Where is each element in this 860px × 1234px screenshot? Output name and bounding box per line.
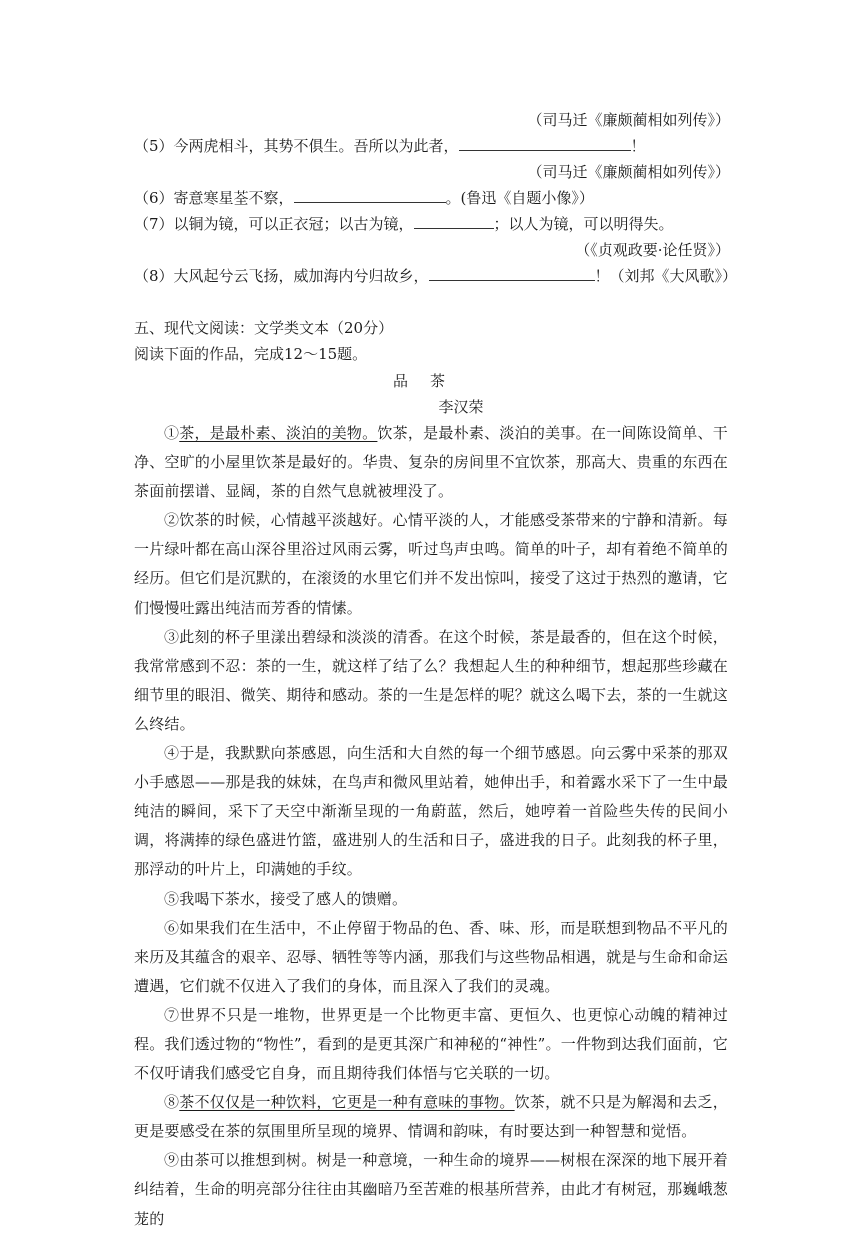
underlined-sentence: 茶，是最朴素、淡泊的美物。 (179, 424, 378, 442)
answer-blank[interactable] (414, 214, 494, 229)
underlined-sentence: 茶不仅仅是一种饮料，它更是一种有意味的事物。 (179, 1093, 515, 1112)
paragraph-6: ⑥如果我们在生活中，不止停留于物品的色、香、味、形，而是联想到物品不平凡的来历及其蕴含的艰辛、忍辱、牺牲等等内涵，那我们与这些物品相遇，就是与生命和命运遭遇，它们就不仅进入了我们的身体，而且深入了我们的灵魂。 (134, 918, 728, 995)
fill-in-item-5 (134, 136, 646, 156)
fill-in-text: （7）以铜为镜，可以正衣冠；以古为镜， (134, 215, 414, 233)
article-title (0, 371, 860, 391)
fill-in-text: （8）大风起兮云飞扬，威加海内兮归故乡， (134, 267, 429, 285)
answer-blank[interactable] (294, 188, 446, 203)
answer-blank[interactable] (429, 266, 595, 281)
article-title-text: 品茶 (392, 372, 467, 390)
fill-in-item-7 (134, 214, 674, 234)
paragraph-text: 饮茶，是最朴素、淡泊的美事。在一间陈设简单、干净、空旷的小屋里饮茶是最好的。华贵、复杂的房间里不宜饮茶，那高大、贵重的东西在茶面前摆谱、显阔，茶的自然气息就被埋没了。 (134, 424, 728, 501)
source-citation: （司马迁《廉颇蔺相如列传》） (527, 111, 730, 129)
fill-in-text-after: ！（刘邦《大风歌》） (594, 267, 738, 285)
fill-in-text-after: ；以人为镜，可以明得失。 (493, 215, 674, 233)
paragraph-marker: ⑧ (164, 1093, 180, 1112)
paragraph-3: ③此刻的杯子里漾出碧绿和淡淡的清香。在这个时候，茶是最香的，但在这个时候，我常常感到不忍：茶的一生，就这样了结了么？我想起人生的种种细节，想起那些珍藏在细节里的眼泪、微笑、期待和感动。茶的一生是怎样的呢？就这么喝下去，茶的一生就这么终结。 (134, 627, 728, 733)
paragraph-4: ④于是，我默默向茶感恩，向生活和大自然的每一个细节感恩。向云雾中采茶的那双小手感恩——那是我的妹妹，在鸟声和微风里站着，她伸出手，和着露水采下了一生中最纯洁的瞬间，采下了天空中渐渐呈现的一角蔚蓝，然后，她哼着一首险些失传的民间小调，将满捧的绿色盛进竹篮，盛进别人的生活和日子，盛进我的日子。此刻我的杯子里，那浮动的叶片上，印满她的手纹。 (134, 744, 728, 879)
fill-in-item-6 (134, 188, 594, 208)
article-body (134, 419, 728, 1234)
paragraph-5: ⑤我喝下茶水，接受了感人的馈赠。 (164, 889, 408, 908)
fill-in-text: （6）寄意寒星荃不察， (134, 189, 294, 207)
fill-in-text: （5）今两虎相斗，其势不俱生。吾所以为此者， (134, 137, 459, 155)
answer-blank[interactable] (459, 136, 631, 151)
paragraph-text: 饮茶，就不只是为解渴和去乏，更是要感受在茶的氛围里所呈现的境界、情调和韵味，有时要达到一种智慧和觉悟。 (134, 1093, 728, 1141)
fill-in-text-after: 。(鲁迅《自题小像》） (445, 189, 594, 207)
paragraph-7: ⑦世界不只是一堆物，世界更是一个比物更丰富、更恒久、也更惊心动魄的精神过程。我们透过物的“物性”，看到的是更其深广和神秘的“神性”。一件物到达我们面前，它不仅吁请我们感受它自身，而且期待我们体悟与它关联的一切。 (134, 1005, 728, 1083)
fill-in-item-8 (134, 266, 737, 286)
article-author: 李汉荣 (438, 398, 484, 416)
source-citation: （《贞观政要·论任贤》） (575, 241, 730, 259)
paragraph-1 (134, 419, 728, 506)
fill-in-text-after: ！ (630, 137, 646, 155)
paragraph-8 (134, 1088, 728, 1146)
section-heading: 五、现代文阅读：文学类文本（20分） (134, 319, 394, 337)
reading-instruction: 阅读下面的作品，完成12～15题。 (134, 345, 368, 363)
paragraph-2: ②饮茶的时候，心情越平淡越好。心情平淡的人，才能感受茶带来的宁静和清新。每一片绿叶都在高山深谷里浴过风雨云雾，听过鸟声虫鸣。简单的叶子，却有着绝不简单的经历。但它们是沉默的，在滚烫的水里它们并不发出惊叫，接受了这过于热烈的邀请，它们慢慢吐露出纯洁而芳香的情愫。 (134, 511, 728, 617)
paragraph-9: ⑨由茶可以推想到树。树是一种意境，一种生命的境界——树根在深深的地下展开着纠结着，生命的明亮部分往往由其幽暗乃至苦难的根基所营养，由此才有树冠，那巍峨葱茏的 (134, 1151, 728, 1228)
source-citation: （司马迁《廉颇蔺相如列传》） (527, 163, 730, 181)
paragraph-marker: ① (164, 424, 180, 442)
